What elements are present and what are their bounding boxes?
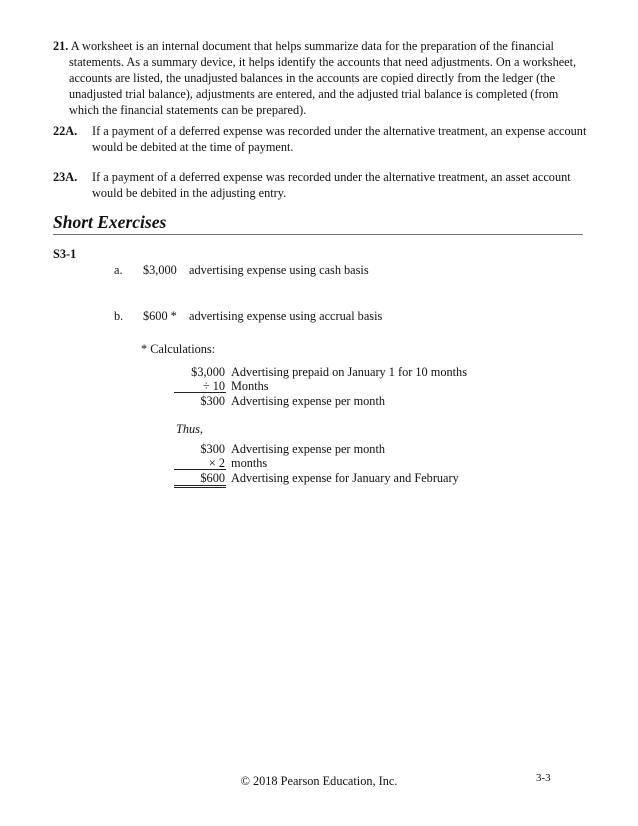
thus-label: Thus,: [176, 422, 203, 436]
item-a-letter: a.: [114, 263, 123, 277]
calc-description: months: [231, 456, 268, 470]
double-underline-bottom: [174, 487, 226, 488]
question-text: If a payment of a deferred expense was recorded under the alternative treatment, an asset account would be debited in the adjusting entry.: [92, 170, 571, 200]
item-b-amount: $600 *: [143, 309, 177, 323]
calc-amount: $3,000: [191, 365, 225, 379]
item-b-description: advertising expense using accrual basis: [189, 309, 383, 323]
copyright-text: © 2018 Pearson Education, Inc.: [240, 774, 398, 788]
item-b-letter: b.: [114, 309, 124, 323]
calc-description: Advertising expense per month: [231, 394, 386, 408]
calc-amount: $300: [200, 394, 225, 408]
question-number: 22A.: [53, 124, 78, 138]
question-text-first-line: A worksheet is an internal document that helps summarize data for the preparation of the financial: [70, 39, 554, 53]
calc-amount: × 2: [208, 456, 225, 470]
calc-amount: $600: [200, 471, 225, 485]
page-number: 3-3: [536, 772, 551, 784]
calc-amount: $300: [200, 442, 225, 456]
item-a-description: advertising expense using cash basis: [189, 263, 369, 277]
question-21: [53, 38, 587, 118]
calc-description: Advertising prepaid on January 1 for 10 months: [231, 365, 467, 379]
exercise-label: S3-1: [53, 247, 77, 261]
calc-description: Advertising expense per month: [231, 442, 386, 456]
question-text: If a payment of a deferred expense was recorded under the alternative treatment, an expense account would be debited at the time of payment.: [92, 124, 587, 154]
double-underline-top: [174, 485, 226, 486]
calc-description: Months: [231, 379, 269, 393]
calc-description: Advertising expense for January and February: [231, 471, 459, 485]
section-title: Short Exercises: [53, 212, 583, 235]
question-number: 21.: [53, 39, 69, 53]
question-22a: [53, 123, 587, 155]
question-23a: [53, 169, 587, 201]
question-text: statements. As a summary device, it helps identify the accounts that need adjustments. On a worksheet, accounts are listed, the unadjusted balances in the accounts are copied directly from the ledger (the unadjusted trial balance), adjustments are entered, and the adjusted trial balance is completed (from which the financial statements can be prepared).: [69, 55, 577, 117]
calculations-label: * Calculations:: [141, 342, 216, 356]
question-number: 23A.: [53, 170, 78, 184]
item-a-amount: $3,000: [143, 263, 177, 277]
calc-amount: ÷ 10: [202, 379, 225, 393]
